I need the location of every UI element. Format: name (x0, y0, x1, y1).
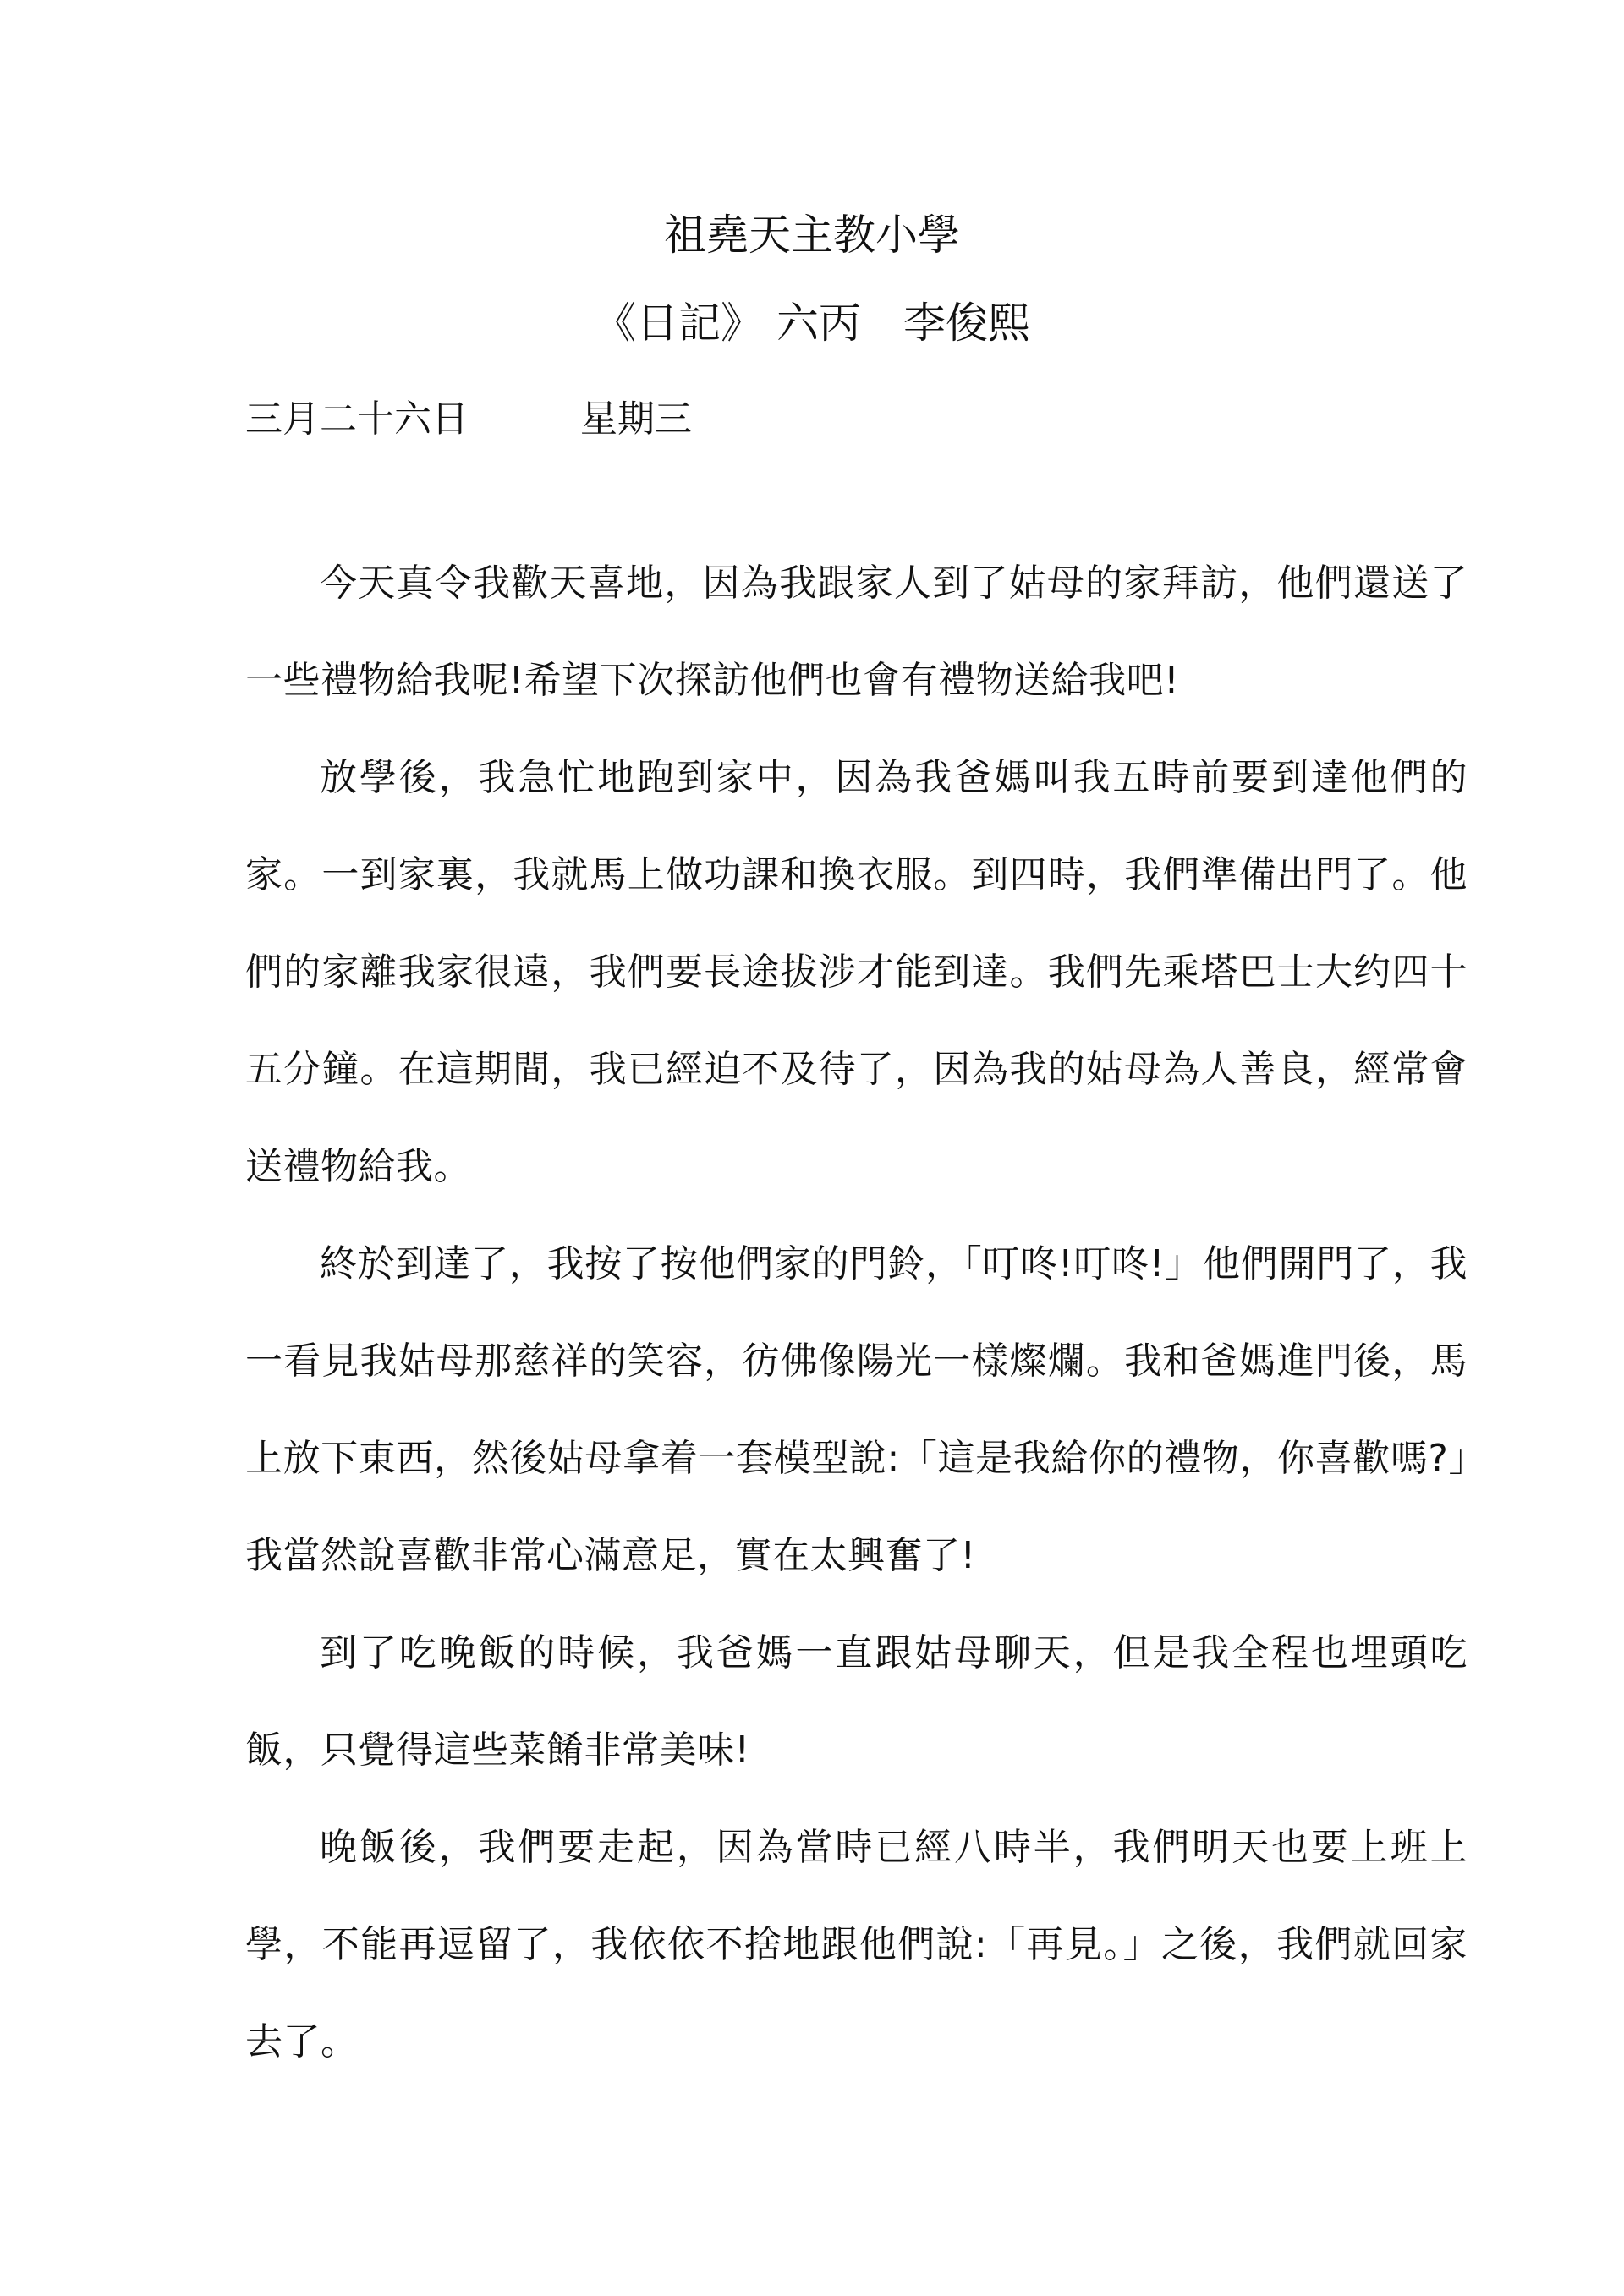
school-name: 祖堯天主教小學 (664, 211, 960, 260)
paragraph: 晚飯後，我們要走起，因為當時已經八時半，我們明天也要上班上學，不能再逗留了，我依依不捨地跟他們說:「再見。」之後，我們就回家去了。 (245, 1826, 1468, 2063)
paragraph: 今天真令我歡天喜地，因為我跟家人到了姑母的家拜訪，他們還送了一些禮物給我呢!希望下次探訪他們也會有禮物送給我吧! (245, 562, 1468, 702)
paragraph: 終於到達了，我按了按他們家的門鈴，「叮咚!叮咚!」他們開門了，我一看見我姑母那慈祥的笑容，彷佛像陽光一樣燦爛。我和爸媽進門後，馬上放下東西，然後姑母拿着一套模型說:「這是我給你的禮物，你喜歡嗎?」我當然說喜歡非常心滿意足，實在太興奮了! (245, 1242, 1468, 1577)
entry-date: 三月二十六日 (245, 397, 469, 441)
entry-weekday: 星期三 (580, 397, 692, 441)
entry-date-line (245, 396, 692, 443)
diary-body (245, 534, 1468, 2091)
paragraph: 放學後，我急忙地跑到家中，因為我爸媽叫我五時前要到達他們的家。一到家裏，我就馬上做功課和換衣服。到四時，我們準備出門了。他們的家離我家很遠，我們要長途拔涉才能到達。我們先乘塔巴士大约四十五分鐘。在這期間，我已經迫不及待了，因為我的姑母為人善良，經常會送禮物給我。 (245, 756, 1468, 1188)
diary-title: 《日記》 六丙 李俊熙 (594, 299, 1030, 348)
paragraph: 到了吃晚飯的時候，我爸媽一直跟姑母聊天，但是我全程也埋頭吃飯，只覺得這些菜餚非常美味! (245, 1631, 1468, 1772)
